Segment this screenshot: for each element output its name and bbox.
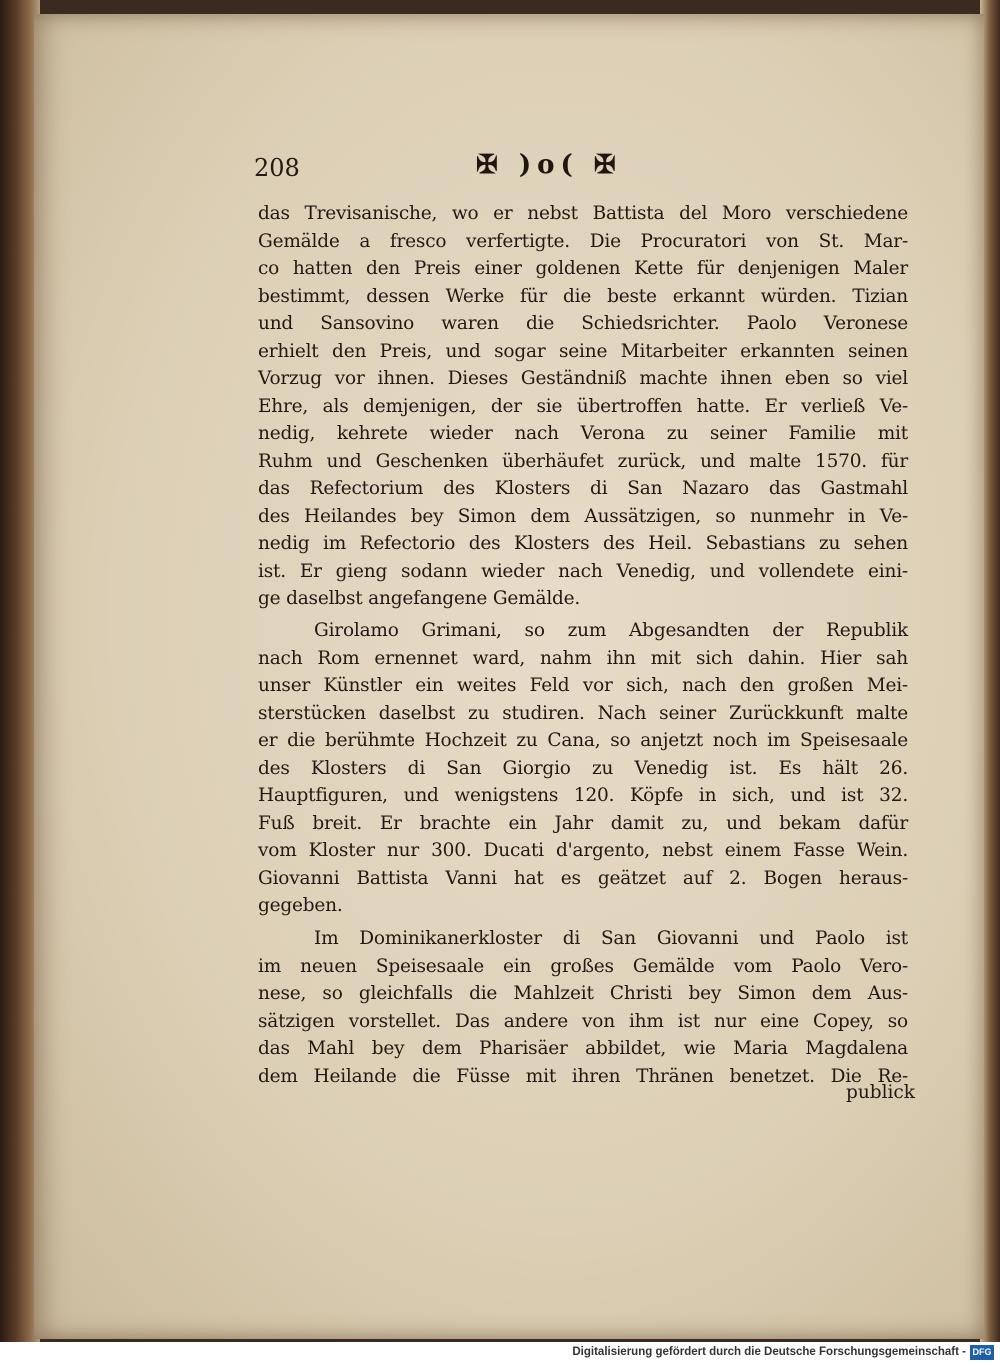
text-line: das Trevisanische, wo er nebst Battista del Moro verschiedene	[258, 203, 908, 224]
text-line: des Klosters di San Giorgio zu Venedig ist. Es hält 26.	[258, 757, 908, 779]
paragraph-3	[258, 925, 908, 1090]
text-line: sätzigen vorstellet. Das andere von ihm ist nur eine Copey, so	[258, 1010, 908, 1032]
text-line: Fuß breit. Er brachte ein Jahr damit zu, und bekam dafür	[258, 812, 908, 834]
footer-bar	[0, 1342, 1000, 1365]
catchword: publick	[846, 1082, 916, 1103]
text-line: er die berühmte Hochzeit zu Cana, so anjetzt noch im Speisesaale	[258, 730, 908, 751]
paragraph-1	[258, 200, 908, 613]
text-line: und Sansovino waren die Schiedsrichter. Paolo Veronese	[258, 313, 908, 334]
text-line: Gemälde a fresco verfertigte. Die Procuratori von St. Mar-	[258, 230, 908, 252]
text-line: im neuen Speisesaale ein großes Gemälde vom Paolo Vero-	[258, 955, 908, 977]
footer-credit: Digitalisierung gefördert durch die Deutsche Forschungsgemeinschaft -	[572, 1346, 966, 1358]
text-line: das Refectorium des Klosters di San Nazaro das Gastmahl	[258, 478, 908, 499]
text-line: Im Dominikanerkloster di San Giovanni und Paolo ist	[314, 928, 908, 949]
header-ornament: ✠ )o( ✠	[476, 150, 622, 180]
text-line: gegeben.	[258, 895, 343, 916]
text-line: sterstücken daselbst zu studiren. Nach seiner Zurückkunft malte	[258, 702, 908, 724]
text-line: ge daselbst angefangene Gemälde.	[258, 588, 581, 609]
running-head	[254, 150, 714, 190]
text-line: co hatten den Preis einer goldenen Kette für denjenigen Maler	[258, 258, 908, 279]
text-line: dem Heilande die Füsse mit ihren Thränen benetzet. Die Re-	[258, 1065, 908, 1087]
text-line: nedig, kehrete wieder nach Verona zu seiner Familie mit	[258, 423, 908, 444]
text-line: bestimmt, dessen Werke für die beste erkannt würden. Tizian	[258, 285, 908, 307]
text-line: nach Rom ernennet ward, nahm ihn mit sich dahin. Hier sah	[258, 647, 908, 669]
text-line: unser Künstler ein weites Feld vor sich, nach den großen Mei-	[258, 675, 908, 696]
text-line: Girolamo Grimani, so zum Abgesandten der Republik	[314, 620, 908, 641]
text-line: nedig im Refectorio des Klosters des Heil. Sebastians zu sehen	[258, 533, 908, 554]
text-line: erhielt den Preis, und sogar seine Mitarbeiter erkannten seinen	[258, 340, 908, 362]
page-number: 208	[254, 154, 300, 182]
dfg-logo-icon: DFG	[970, 1345, 994, 1360]
text-line: ist. Er gieng sodann wieder nach Venedig, und vollendete eini-	[258, 560, 908, 582]
text-line: Vorzug vor ihnen. Dieses Geständniß machte ihnen eben so viel	[258, 368, 908, 389]
text-line: nese, so gleichfalls die Mahlzeit Christi bey Simon dem Aus-	[258, 983, 908, 1004]
text-line: Ehre, als demjenigen, der sie übertroffen hatte. Er verließ Ve-	[258, 395, 908, 417]
paragraph-2	[258, 617, 908, 920]
text-line: vom Kloster nur 300. Ducati d'argento, nebst einem Fasse Wein.	[258, 840, 908, 861]
text-line: Ruhm und Geschenken überhäufet zurück, und malte 1570. für	[258, 450, 908, 472]
text-line: Giovanni Battista Vanni hat es geätzet auf 2. Bogen heraus-	[258, 867, 908, 889]
text-line: das Mahl bey dem Pharisäer abbildet, wie Maria Magdalena	[258, 1038, 908, 1059]
text-line: Hauptfiguren, und wenigstens 120. Köpfe in sich, und ist 32.	[258, 785, 908, 806]
text-line: des Heilandes bey Simon dem Aussätzigen, so nunmehr in Ve-	[258, 505, 908, 527]
